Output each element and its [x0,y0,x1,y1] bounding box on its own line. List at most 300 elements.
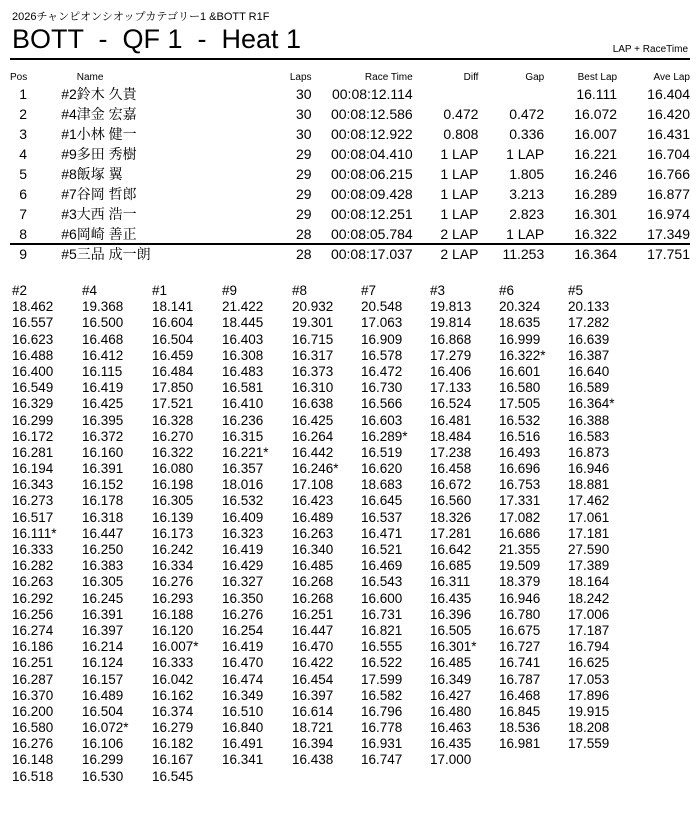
laps-cell: 29 [295,166,312,182]
lap-time: 16.600 [361,590,403,606]
lap-time: 16.454 [292,671,334,687]
lap-time: 16.251 [292,606,334,622]
lap-column [152,283,199,785]
lap-time: 16.299 [82,752,124,768]
ave-lap-cell: 16.404 [647,86,690,102]
lap-time: 16.470 [292,639,334,655]
lap-time: 17.063 [361,315,403,331]
lap-time: 16.394 [292,736,334,752]
lap-time: 16.364* [568,396,615,412]
laps-cell: 29 [295,206,312,222]
lap-time: 16.221* [222,444,269,460]
pos-cell: 6 [19,186,28,202]
lap-time: 19.368 [82,299,124,315]
lap-time: 16.580 [12,720,54,736]
best-lap-cell: 16.289 [574,186,618,202]
result-row [10,184,690,204]
race-time-cell: 00:08:17.037 [330,246,413,262]
lap-time: 16.625 [568,655,610,671]
lap-time: 16.406 [430,363,472,379]
lap-time: 16.388 [568,412,610,428]
lap-time: 18.635 [499,315,541,331]
lap-time: 16.042 [152,671,194,687]
lap-time: 16.532 [222,493,264,509]
lap-time: 16.167 [152,752,194,768]
lap-time: 16.510 [222,703,264,719]
lap-time: 16.152 [82,477,124,493]
lap-time: 16.263 [292,525,334,541]
lap-time: 16.582 [361,687,403,703]
lap-time: 16.500 [82,315,124,331]
lap-time: 16.410 [222,396,264,412]
lap-time: 16.543 [361,574,403,590]
lap-time: 16.645 [361,493,403,509]
lap-time: 17.082 [499,509,541,525]
ave-lap-cell: 16.766 [647,166,690,182]
lap-time: 16.463 [430,720,472,736]
driver-name-cell: 多田 秀樹 [76,146,137,162]
lap-time: 16.268 [292,590,334,606]
lap-time: 17.108 [292,477,334,493]
result-row [10,224,690,244]
results-header-row [10,70,690,84]
lap-time: 16.254 [222,622,264,638]
lap-time: 16.383 [82,558,124,574]
driver-name-cell: 谷岡 哲郎 [76,186,137,202]
lap-time: 16.409 [222,509,264,525]
best-lap-cell: 16.322 [574,226,618,242]
lap-time: 16.276 [12,736,54,752]
lap-time: 16.715 [292,331,334,347]
result-row [10,144,690,164]
col-race-time: Race Time [364,71,413,83]
lap-time: 16.493 [499,444,541,460]
lap-time: 16.685 [430,558,472,574]
lap-column-kart-number: #1 [152,283,168,298]
lap-time: 17.238 [430,444,472,460]
lap-time: 16.315 [222,428,264,444]
driver-name-cell: 鈴木 久貴 [76,86,137,102]
lap-time: 16.675 [499,622,541,638]
best-lap-cell: 16.221 [574,146,618,162]
lap-time: 16.198 [152,477,194,493]
lap-time: 16.787 [499,671,541,687]
lap-time: 16.299 [12,412,54,428]
pos-cell: 9 [19,246,28,262]
result-row [10,104,690,124]
lap-time: 16.981 [499,736,541,752]
lap-time: 18.683 [361,477,403,493]
gap-cell [478,84,544,104]
lap-column [430,283,477,769]
lap-time: 16.427 [430,687,472,703]
lap-column [568,283,615,752]
lap-time: 17.850 [152,380,194,396]
lap-time: 16.120 [152,622,194,638]
lap-time: 16.412 [82,347,124,363]
lap-time: 17.559 [568,736,610,752]
lap-time: 16.372 [82,428,124,444]
ave-lap-cell: 17.349 [647,226,690,242]
col-diff: Diff [463,71,479,83]
col-ave-lap: Ave Lap [653,71,690,83]
lap-time: 16.522 [361,655,403,671]
result-row [10,244,690,264]
report-mode-label: LAP + RaceTime [612,44,688,55]
lap-time: 16.603 [361,412,403,428]
lap-time: 16.264 [292,428,334,444]
lap-time: 16.343 [12,477,54,493]
ave-lap-cell: 16.974 [647,206,690,222]
lap-column [292,283,339,769]
lap-column-kart-number: #4 [82,283,98,298]
lap-time: 16.638 [292,396,334,412]
ave-lap-cell: 16.431 [647,126,690,142]
lap-time: 16.111* [12,525,57,541]
pos-cell: 8 [19,226,28,242]
lap-time: 16.340 [292,542,334,557]
lap-time: 16.200 [12,703,54,719]
pos-cell: 4 [19,146,28,162]
lap-time: 17.331 [499,493,541,509]
lap-time: 17.505 [499,396,541,412]
lap-time: 27.590 [568,542,610,557]
diff-cell [413,84,479,104]
lap-time: 16.545 [152,768,194,784]
lap-time: 16.458 [430,461,472,477]
col-best-lap: Best Lap [577,71,618,83]
lap-time: 16.946 [499,590,541,606]
lap-time: 16.419 [222,542,264,557]
result-row [10,204,690,224]
lap-time: 17.187 [568,622,610,638]
lap-time: 18.881 [568,477,610,493]
gap-cell: 1 LAP [506,146,545,162]
lap-time: 16.435 [430,736,472,752]
laps-cell: 30 [295,126,312,142]
lap-time: 20.324 [499,299,541,315]
lap-time: 16.516 [499,428,541,444]
lap-time: 21.422 [222,299,264,315]
lap-time: 16.308 [222,347,264,363]
lap-time: 16.483 [222,363,264,379]
lap-time: 17.181 [568,525,610,541]
lap-time: 16.642 [430,542,472,557]
lap-time: 16.821 [361,622,403,638]
lap-time: 16.517 [12,509,54,525]
best-lap-cell: 16.072 [574,106,618,122]
lap-time: 21.355 [499,542,541,557]
lap-time: 16.566 [361,396,403,412]
lap-time: 16.289* [361,428,408,444]
driver-name-cell: 大西 浩一 [76,206,137,222]
lap-time: 17.462 [568,493,610,509]
lap-time: 16.537 [361,509,403,525]
lap-time: 16.305 [82,574,124,590]
lap-time: 16.468 [82,331,124,347]
pos-cell: 7 [19,206,28,222]
col-gap: Gap [525,71,545,83]
driver-name-cell: 岡崎 善正 [76,226,137,242]
lap-time: 18.484 [430,428,472,444]
lap-time: 16.623 [12,331,54,347]
lap-time: 16.549 [12,380,54,396]
gap-cell: 1.805 [509,166,545,182]
lap-time: 16.604 [152,315,194,331]
lap-time: 16.311 [430,574,471,590]
ave-lap-cell: 16.704 [647,146,690,162]
lap-time: 17.281 [430,525,472,541]
result-row [10,84,690,104]
lap-time: 16.349 [222,687,264,703]
lap-time: 16.796 [361,703,403,719]
lap-time: 16.488 [12,347,54,363]
lap-time: 18.164 [568,574,610,590]
lap-time: 16.322 [152,444,194,460]
lap-time: 16.471 [361,525,403,541]
lap-time: 16.504 [152,331,194,347]
race-time-cell: 00:08:05.784 [330,226,413,242]
ave-lap-cell: 17.751 [647,246,690,262]
best-lap-cell: 16.301 [574,206,618,222]
lap-time: 16.469 [361,558,403,574]
lap-time: 16.182 [152,736,194,752]
kart-number-cell: #6 [61,226,77,242]
lap-time: 16.293 [152,590,194,606]
lap-time: 16.485 [292,558,334,574]
lap-time: 16.256 [12,606,54,622]
lap-column-kart-number: #2 [12,283,28,298]
lap-time: 16.425 [82,396,124,412]
lap-time: 16.672 [430,477,472,493]
lap-time: 16.341 [222,752,264,768]
lap-time: 16.484 [152,363,194,379]
lap-time: 16.357 [222,461,264,477]
lap-time: 16.425 [292,412,334,428]
lap-time: 16.472 [361,363,403,379]
col-number [36,70,76,84]
header-divider [10,58,690,60]
lap-time: 17.282 [568,315,610,331]
lap-column-kart-number: #9 [222,283,238,298]
lap-time: 18.721 [292,720,334,736]
lap-time: 16.419 [82,380,124,396]
lap-time: 16.387 [568,347,610,363]
lap-time: 16.310 [292,380,334,396]
lap-time: 16.560 [430,493,472,509]
lap-time: 16.429 [222,558,264,574]
lap-time: 16.505 [430,622,472,638]
result-row [10,124,690,144]
best-lap-cell: 16.364 [574,246,618,262]
race-time-cell: 00:08:12.114 [331,86,413,102]
lap-time: 16.840 [222,720,264,736]
lap-time: 16.115 [82,363,123,379]
lap-time: 16.124 [82,655,124,671]
race-time-cell: 00:08:04.410 [330,146,413,162]
lap-time: 16.287 [12,671,54,687]
lap-time: 16.246* [292,461,339,477]
gap-cell: 0.336 [509,126,545,142]
lap-time: 20.133 [568,299,610,315]
lap-time: 16.194 [12,461,54,477]
lap-time: 16.270 [152,428,194,444]
lap-column-kart-number: #5 [568,283,584,298]
lap-time: 16.519 [361,444,403,460]
lap-time: 18.379 [499,574,541,590]
laps-cell: 28 [295,226,312,242]
lap-time: 16.581 [222,380,264,396]
lap-time: 18.445 [222,315,264,331]
kart-number-cell: #1 [61,126,77,142]
lap-time: 16.474 [222,671,264,687]
lap-time: 16.274 [12,622,54,638]
diff-cell: 1 LAP [440,146,479,162]
lap-column [222,283,269,769]
lap-time: 16.696 [499,461,541,477]
lap-time: 16.532 [499,412,541,428]
lap-column-kart-number: #3 [430,283,446,298]
lap-time: 16.999 [499,331,541,347]
lap-time: 16.007* [152,639,199,655]
lap-column-kart-number: #7 [361,283,377,298]
driver-name-cell: 飯塚 翼 [76,166,123,182]
lap-time: 16.282 [12,558,54,574]
lap-time: 16.873 [568,444,610,460]
lap-time: 20.548 [361,299,403,315]
lap-time: 16.419 [222,639,264,655]
lap-time: 16.489 [292,509,334,525]
race-time-cell: 00:08:12.922 [330,126,413,142]
driver-name-cell: 津金 宏嘉 [76,106,137,122]
lap-time: 16.334 [152,558,194,574]
laps-cell: 28 [295,246,312,262]
lap-time: 18.326 [430,509,472,525]
lap-time: 17.133 [430,380,472,396]
pos-cell: 1 [19,86,28,102]
lap-time: 16.620 [361,461,403,477]
diff-cell: 2 LAP [440,246,479,262]
lap-time: 16.578 [361,347,403,363]
ave-lap-cell: 16.877 [647,186,690,202]
lap-time: 16.172 [12,428,54,444]
kart-number-cell: #8 [61,166,77,182]
pos-cell: 3 [19,126,28,142]
lap-time: 16.160 [82,444,124,460]
lap-time: 16.349 [430,671,472,687]
lap-time: 16.333 [152,655,194,671]
laps-cell: 29 [295,186,312,202]
lap-time: 17.389 [568,558,610,574]
lap-time: 16.530 [82,768,124,784]
lap-time: 16.374 [152,703,194,719]
lap-time: 16.524 [430,396,472,412]
lap-time: 16.909 [361,331,403,347]
results-body [10,84,690,264]
lap-column [12,283,57,785]
lap-time: 16.148 [12,752,54,768]
lap-time: 16.485 [430,655,472,671]
lap-time: 16.305 [152,493,194,509]
lap-time: 16.400 [12,363,54,379]
pos-cell: 5 [19,166,28,182]
lap-time: 16.447 [292,622,334,638]
lap-time: 16.391 [82,606,124,622]
lap-column-kart-number: #6 [499,283,515,298]
lap-time: 16.281 [12,444,54,460]
lap-time: 17.006 [568,606,610,622]
lap-time: 16.489 [82,687,124,703]
lap-time: 20.932 [292,299,334,315]
lap-time: 16.276 [152,574,194,590]
event-subtitle: 2026チャンピオンシオップカテゴリー1 &BOTT R1F [12,11,270,23]
lap-column [82,283,129,785]
lap-time: 16.250 [82,542,124,557]
lap-time: 16.327 [222,574,264,590]
ave-lap-cell: 16.420 [647,106,690,122]
lap-time: 16.395 [82,412,124,428]
lap-time: 16.435 [430,590,472,606]
lap-time: 16.333 [12,542,54,557]
race-time-cell: 00:08:12.251 [330,206,413,222]
lap-time: 16.301* [430,639,477,655]
best-lap-cell: 16.246 [574,166,618,182]
lap-time: 17.000 [430,752,472,768]
driver-name-cell: 小林 健一 [76,126,137,142]
race-time-cell: 00:08:12.586 [330,106,413,122]
lap-time: 16.397 [292,687,334,703]
gap-cell: 1 LAP [506,226,545,242]
diff-cell: 1 LAP [440,166,479,182]
lap-time: 16.373 [292,363,334,379]
lap-time: 17.061 [568,509,610,525]
lap-time: 18.208 [568,720,610,736]
kart-number-cell: #7 [61,186,77,202]
lap-time: 18.536 [499,720,541,736]
lap-time: 17.279 [430,347,472,363]
lap-time: 16.778 [361,720,403,736]
lap-time: 16.946 [568,461,610,477]
lap-time: 16.727 [499,639,541,655]
lap-time: 16.580 [499,380,541,396]
lap-time: 19.301 [292,315,334,331]
results-table [10,70,690,264]
diff-cell: 0.808 [443,126,479,142]
lap-time: 16.504 [82,703,124,719]
lap-time: 16.391 [82,461,124,477]
laps-cell: 30 [295,86,312,102]
lap-time: 16.162 [152,687,194,703]
lap-time: 16.080 [152,461,194,477]
lap-time: 16.470 [222,655,264,671]
lap-time: 16.731 [361,606,403,622]
lap-time: 16.518 [12,768,54,784]
kart-number-cell: #5 [61,246,77,262]
lap-time: 16.106 [82,736,124,752]
lap-time: 16.794 [568,639,610,655]
race-time-cell: 00:08:06.215 [330,166,413,182]
lap-time: 16.370 [12,687,54,703]
gap-cell: 3.213 [509,186,545,202]
lap-time: 16.318 [82,509,124,525]
lap-time: 16.447 [82,525,124,541]
lap-time: 16.292 [12,590,54,606]
result-row [10,164,690,184]
lap-column [361,283,408,769]
page-title: BOTT - QF 1 - Heat 1 [12,24,302,54]
lap-time: 16.350 [222,590,264,606]
lap-time: 16.438 [292,752,334,768]
